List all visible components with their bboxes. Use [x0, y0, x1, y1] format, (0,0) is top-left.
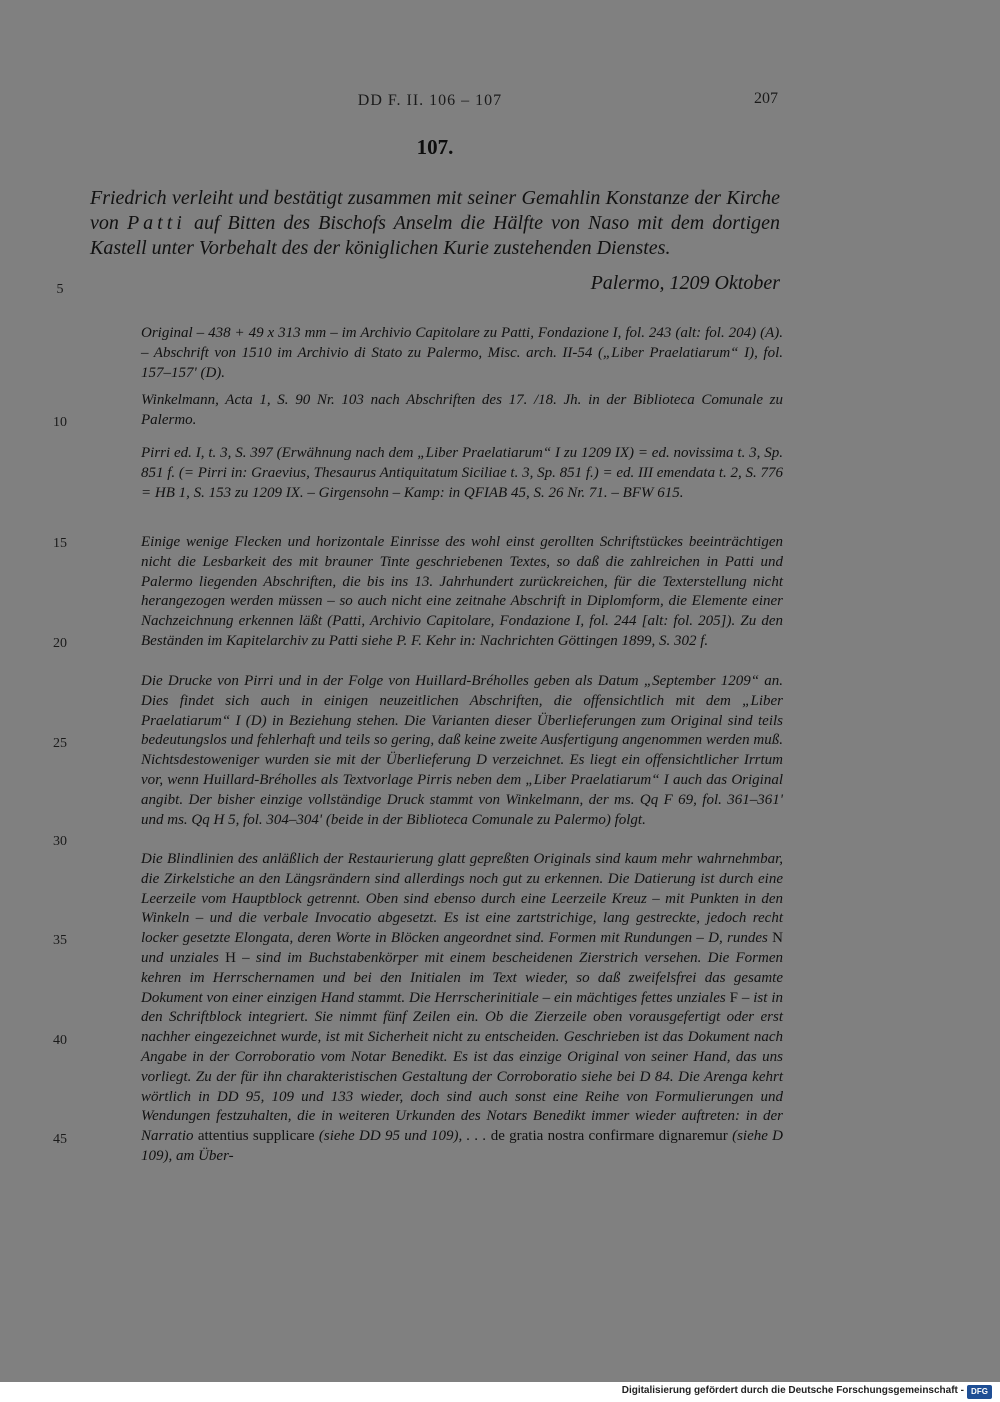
regest-line-2-b: auf Bitten des Bischofs Anselm die Hälfte von Naso mit dem — [193, 212, 705, 234]
note-condition: Einige wenige Flecken und horizontale Einrisse des wohl einst gerollten Schriftstückes beeinträchtigen nicht die Lesbarkeit des mit brauner Tinte geschriebenen Textes, so daß die zahlreichen in Patti und Palermo liegenden Abschriften, die bis ins 13. Jahrhundert zurückreichen, für die Texterstellung nicht herangezogen werden müssen – so auch nicht eine zeitnahe Abschrift in Diplomform, die Elemente einer Nachzeichnung erkennen läßt (Patti, Archivio Capitolare, Fondazione I, fol. 244 [alt: fol. 205]). Zu den Beständen im Kapitelarchiv zu Patti siehe P. F. Kehr in: Nachrichten Göttingen 1899, S. 302 f. — [141, 534, 783, 649]
dateline: Palermo, 1209 Oktober — [590, 272, 780, 294]
regest-line-2-a: Kirche von — [90, 187, 781, 234]
note-text: (siehe D 109), am Über- — [141, 1128, 784, 1164]
running-title: DD F. II. 106 – 107 — [357, 92, 503, 109]
line-number: 5 — [56, 282, 64, 297]
line-number: 15 — [53, 536, 67, 551]
line-number: 35 — [53, 933, 67, 948]
note-tradition: Original – 438 + 49 x 313 mm – im Archivio Capitolare zu Patti, Fondazione I, fol. 243 (alt: fol. 204) (A). – Abschrift von 1510 im Archivio di Stato zu Palermo, Misc. arch. II-54 („Liber Praelatiarum“ I), fol. 157–157' (D). — [141, 325, 783, 381]
note-text: (siehe DD 95 und 109), . . . — [318, 1128, 487, 1145]
regest — [90, 186, 780, 261]
note-letter: N — [772, 930, 784, 947]
note-palaeography — [141, 850, 783, 1167]
note-letter: H — [225, 949, 236, 966]
line-number: 25 — [53, 736, 67, 751]
note-text: – ist in den Schriftblock integriert. Sie nimmt fünf Zeilen ein. Ob die Zierzeile oben vorausgefertigt oder erst nachher eingezeichnet wurde, ist mit Sicherheit nicht zu entscheiden. Geschrieben ist das Dokument nach Angabe in der Corroboratio vom Notar Benedikt. Es ist das einzige Original von seiner Hand, das uns vorliegt. Zu der für ihn charakteristischen Gestaltung der Corroboratio siehe bei D 84. Die Arenga kehrt wörtlich in DD 95, 109 und 133 wieder, doch sind auch sonst eine Reihe von Formulierungen und Wendungen festzuhalten, die in weiteren Urkunden des Notars Benedikt immer wieder auftreten: in der Narratio — [141, 989, 783, 1145]
line-number: 30 — [53, 834, 67, 849]
dfg-logo: DFG — [967, 1385, 992, 1399]
document-number: 107. — [416, 135, 454, 159]
regest-line-1: Friedrich verleiht und bestätigt zusammen mit seiner Gemahlin Konstanze der — [90, 187, 721, 209]
note-text: und unziales — [141, 949, 219, 966]
regest-line-3: dortigen Kastell unter Vorbehalt des der königlichen Kurie zustehenden Dienstes. — [90, 212, 781, 259]
note-prints: Die Drucke von Pirri und in der Folge von Huillard-Bréholles geben als Datum „September 1209“ an. Dies findet sich auch in einigen neuzeitlichen Abschriften, die offensichtlich mit dem „Liber Praelatiarum“ I (D) in Beziehung stehen. Die Varianten dieser Überlieferungen zum Original sind teils bedeutungslos und fehlerhaft und teils so gering, daß keine zweite Ausfertigung angenommen werden muß. Nichtsdestoweniger wurden sie mit der Überlieferung D verzeichnet. Es liegt ein offensichtlicher Irrtum vor, wenn Huillard-Bréholles als Textvorlage Pirris neben dem „Liber Praelatiarum“ I auch das Original angibt. Der bisher einzige vollständige Druck stammt von Winkelmann, der ms. Qq F 69, fol. 361–361' und ms. Qq H 5, fol. 304–304' (beide in der Biblioteca Comunale zu Palermo) folgt. — [141, 673, 783, 828]
line-number: 45 — [53, 1132, 67, 1147]
note-quotation: attentius supplicare — [197, 1128, 315, 1145]
note-quotation: de gratia nostra confirmare dignaremur — [490, 1128, 728, 1145]
note-text: – sind im Buchstabenkörper mit einem bescheidenen Zierstrich versehen. Die Formen kehren im Herrschernamen und bei den Initialen im Text wieder, so daß zweifelsfrei das gesamte Dokument von einer einzigen Hand stammt. Die Herrscherinitiale – ein mächtiges fettes unziales — [141, 949, 783, 1006]
funding-credit: Digitalisierung gefördert durch die Deutsche Forschungsgemeinschaft - — [621, 1385, 964, 1396]
note-editions-pirri: Pirri ed. I, t. 3, S. 397 (Erwähnung nach dem „Liber Praelatiarum“ I zu 1209 IX) = ed. novissima t. 3, Sp. 851 f. (= Pirri in: Graevius, Thesaurus Antiquitatum Siciliae t. 3, Sp. 851 f.) = ed. III emendata t. 2, S. 776 = HB 1, S. 153 zu 1209 IX. – Girgensohn – Kamp: in QFIAB 45, S. 26 Nr. 71. – BFW 615. — [141, 445, 783, 501]
note-letter: F — [729, 989, 738, 1006]
regest-place-name: Patti — [126, 212, 186, 234]
note-edition-winkelmann: Winkelmann, Acta 1, S. 90 Nr. 103 nach Abschriften des 17. /18. Jh. in der Biblioteca Comunale zu Palermo. — [141, 392, 783, 428]
footer-bar — [0, 1382, 1000, 1402]
note-text: Die Blindlinien des anläßlich der Restaurierung glatt gepreßten Originals sind kaum mehr wahrnehmbar, die Zirkelstiche an den Längsrändern sind allerdings noch gut zu erkennen. Die Datierung ist durch eine Leerzeile vom Hauptblock getrennt. Oben sind ebenso durch eine Leerzeile Kreuz – mit Punkten in den Winkeln – und die verbale Invocatio abgesetzt. Es ist eine zartstrichige, lang gestreckte, jedoch recht locker gesetzte Elongata, deren Worte in Blöcken angeordnet sind. Formen mit Rundungen – D, rundes — [141, 851, 783, 947]
line-number: 10 — [53, 415, 67, 430]
line-number: 20 — [53, 636, 67, 651]
line-number: 40 — [53, 1033, 67, 1048]
page-number: 207 — [754, 90, 778, 107]
